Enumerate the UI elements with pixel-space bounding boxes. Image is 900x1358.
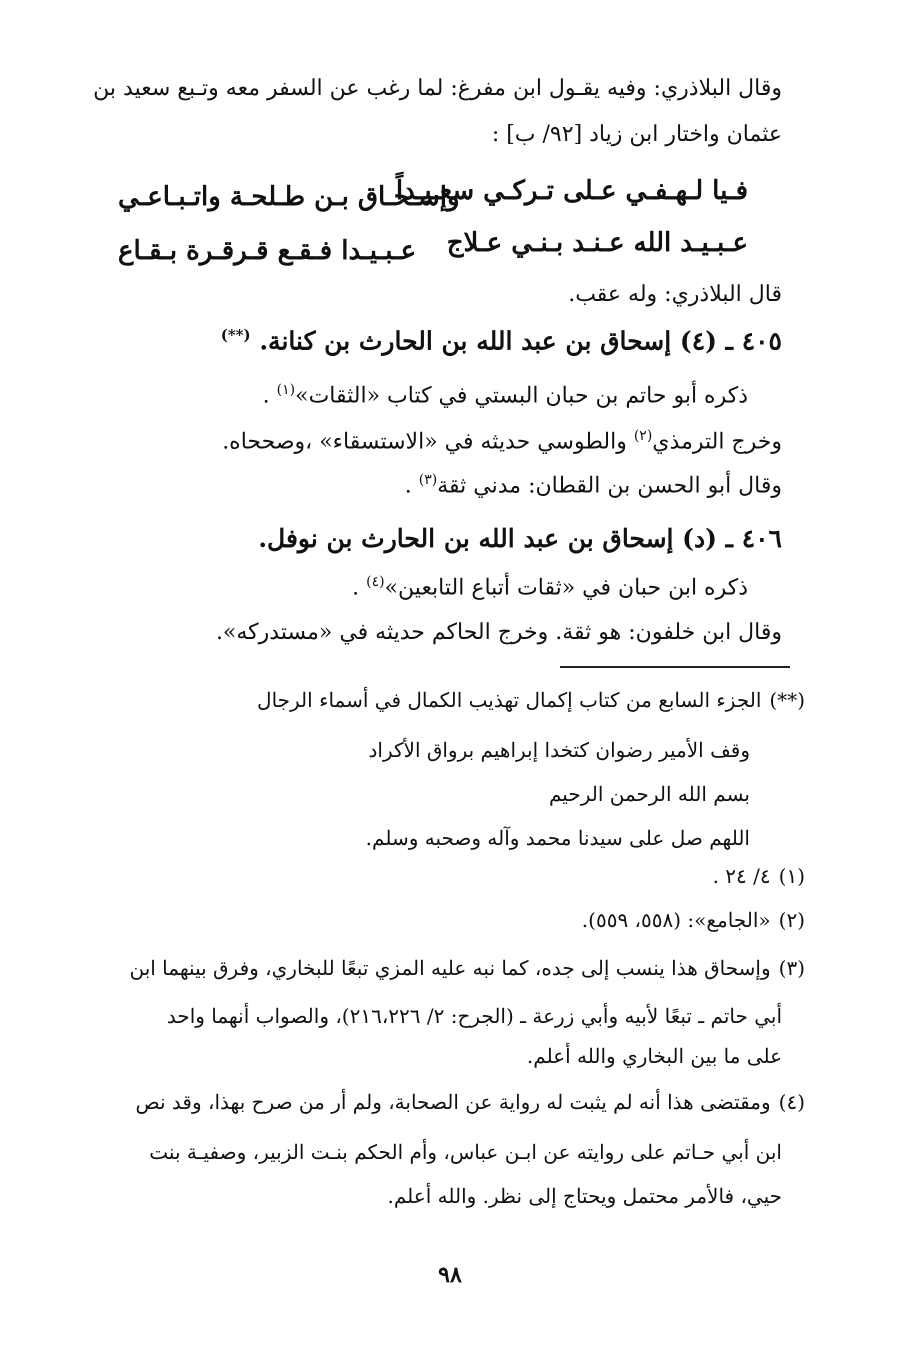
footnote-line: [135, 1090, 805, 1114]
entry-text: والطوسي حديثه في «الاستسقاء» ،وصححاه.: [222, 429, 627, 455]
footnote-ref: (١): [276, 382, 296, 398]
footnote-line: بسم الله الرحمن الرحيم: [548, 782, 750, 806]
footnote-text: الجزء السابع من كتاب إكمال تهذيب الكمال في أسماء الرجال: [257, 688, 762, 712]
entry-title-406: ٤٠٦ ـ (د) إسحاق بن عبد الله بن الحارث بن نوفل.: [258, 524, 782, 553]
entry-text: وقال أبو الحسن بن القطان: مدني ثقة: [437, 473, 782, 499]
entry-title-405: [221, 326, 782, 355]
entry-line: [222, 428, 782, 454]
verse-hemistich: عـبـيـد الله عـنـد بـنـي عـلاج: [446, 228, 748, 258]
footnote-separator: [560, 666, 790, 668]
footnote-marker: (**): [769, 688, 805, 712]
footnote-marker: (٢): [778, 908, 805, 932]
footnote-text: «الجامع»: (٥٥٨، ٥٥٩).: [581, 908, 771, 932]
footnote-line: [257, 688, 805, 712]
footnote-line: [713, 864, 805, 888]
footnote-line: وقف الأمير رضوان كتخدا إبراهيم برواق الأكراد: [368, 738, 750, 762]
entry-line: ذكره أبو حاتم بن حبان البستي في كتاب «الثقات»$^{(١)}$ .: [262, 382, 748, 409]
footnote-line: [582, 908, 805, 932]
footnote-marker: (٤): [778, 1090, 805, 1114]
entry-text: ذكره أبو حاتم بن حبان البستي في كتاب «الثقات»: [295, 383, 748, 409]
entry-title-text: ٤٠٥ ـ (٤) إسحاق بن عبد الله بن الحارث بن كنانة.: [259, 326, 782, 356]
footnote-text: ومقتضى هذا أنه لم يثبت له رواية عن الصحابة، ولم أر من صرح بهذا، وقد نص: [135, 1090, 771, 1114]
entry-line: ذكره ابن حبان في «ثقات أتباع التابعين»$^{(٤)}$ .: [352, 574, 748, 601]
footnote-ref: (٣): [418, 472, 438, 488]
page-number: ٩٨: [438, 1262, 462, 1288]
footnote-line: [129, 956, 805, 980]
paragraph-line: وقال البلاذري: وفيه يقـول ابن مفرغ: لما رغب عن السفر معه وتـبع سعيد بن: [93, 76, 782, 101]
entry-line: وقال ابن خلفون: هو ثقة. وخرج الحاكم حديثه في «مستدركه».: [215, 620, 782, 645]
verse-hemistich: وإسـحـاق بـن طـلحـة واتـبـاعـي: [118, 182, 460, 212]
footnote-ref: (٤): [366, 574, 385, 590]
footnote-ref: (٢): [633, 428, 653, 444]
footnote-line: حيي، فالأمر محتمل ويحتاج إلى نظر. والله أعلم.: [387, 1184, 782, 1208]
entry-line: وقال أبو الحسن بن القطان: مدني ثقة$^{(٣)}$ .: [404, 472, 782, 499]
paragraph-line: عثمان واختار ابن زياد [٩٢/ ب] :: [491, 122, 782, 147]
entry-text: ذكره ابن حبان في «ثقات أتباع التابعين»: [384, 575, 748, 601]
verse-hemistich: عـبـيـدا فـقـع قـرقـرة بـقـاع: [118, 236, 417, 266]
entry-text: وخرج الترمذي: [652, 429, 782, 455]
footnote-marker: (**): [220, 326, 251, 344]
verse-hemistich: فـيا لـهـفـي عـلى تـركـي سعـيـداً: [395, 176, 748, 206]
footnote-marker: (١): [778, 864, 805, 888]
footnote-line: ابن أبي حـاتم على روايته عن ابـن عباس، وأم الحكم بنـت الزبير، وصفيـة بنت: [149, 1140, 782, 1164]
footnote-marker: (٣): [778, 956, 805, 980]
paragraph-line: قال البلاذري: وله عقب.: [568, 282, 782, 307]
footnote-line: على ما بين البخاري والله أعلم.: [526, 1044, 782, 1068]
footnote-text: ٤/ ٢٤ .: [712, 864, 771, 888]
footnote-text: وإسحاق هذا ينسب إلى جده، كما نبه عليه المزي تبعًا للبخاري، وفرق بينهما ابن: [129, 956, 771, 980]
footnote-line: أبي حاتم ـ تبعًا لأبيه وأبي زرعة ـ (الجرح: ٢/ ٢١٦،٢٢٦)، والصواب أنهما واحد: [166, 1004, 782, 1028]
footnote-line: اللهم صل على سيدنا محمد وآله وصحبه وسلم.: [365, 826, 750, 850]
